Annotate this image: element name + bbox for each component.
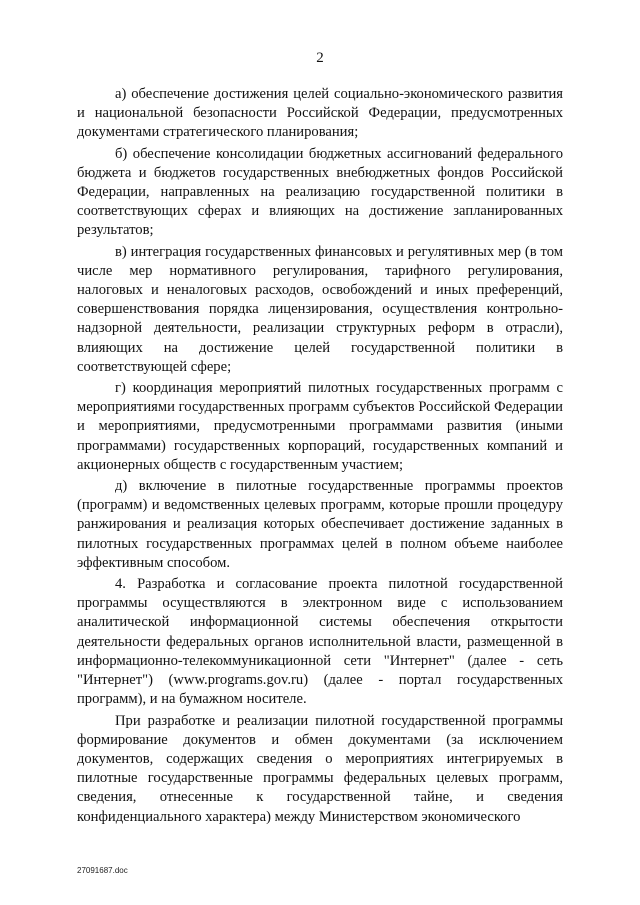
page-number: 2: [316, 50, 324, 66]
paragraph-development: При разработке и реализации пилотной государственной программы формирование документов и обмен документами (за исключением документов, содержащих сведения о мероприятиях интегрируемых в пилотные государственные программы федеральных целевых программ, сведения, отнесенные к государственной тайне, и сведения конфиденциального характера) между Министерством экономического: [77, 712, 563, 825]
paragraph-a: а) обеспечение достижения целей социально-экономического развития и национальной безопасности Российской Федерации, предусмотренных документами стратегического планирования;: [77, 86, 563, 141]
paragraph-b: б) обеспечение консолидации бюджетных ассигнований федерального бюджета и бюджетов государственных внебюджетных фондов Российской Федерации, направленных на реализацию государственной политики в соответствующих сферах и влияющих на достижение запланированных результатов;: [77, 145, 563, 239]
paragraph-4: 4. Разработка и согласование проекта пилотной государственной программы осуществляются в электронном виде с использованием аналитической информационной системы обеспечения открытости деятельности федеральных органов исполнительной власти, размещенной в информационно-телекоммуникационной сети "Интернет" (далее - сеть "Интернет") (www.programs.gov.ru) (далее - портал государственных программ), и на бумажном носителе.: [77, 576, 563, 708]
paragraph-d: д) включение в пилотные государственные программы проектов (программ) и ведомственных целевых программ, которые прошли процедуру ранжирования и реализация которых обеспечивает достижение заданных в пилотных государственных программах целей в полном объеме наиболее эффективным способом.: [77, 478, 563, 571]
paragraph-g: г) координация мероприятий пилотных государственных программ с мероприятиями государственных программ субъектов Российской Федерации и мероприятиями, предусмотренными программами развития (иными программами) государственных корпораций, государственных компаний и акционерных обществ с государственным участием;: [77, 380, 563, 473]
document-body: [77, 85, 563, 829]
footer-filename: 27091687.doc: [77, 866, 128, 875]
paragraph-v: в) интеграция государственных финансовых и регулятивных мер (в том числе мер нормативного регулирования, тарифного регулирования, налоговых и неналоговых расходов, освобождений и иных преференций, совершенствования порядка лицензирования, осуществления контрольно-надзорной деятельности, реализации структурных реформ в отрасли), влияющих на достижение целей государственной политики в соответствующей сфере;: [77, 243, 563, 375]
